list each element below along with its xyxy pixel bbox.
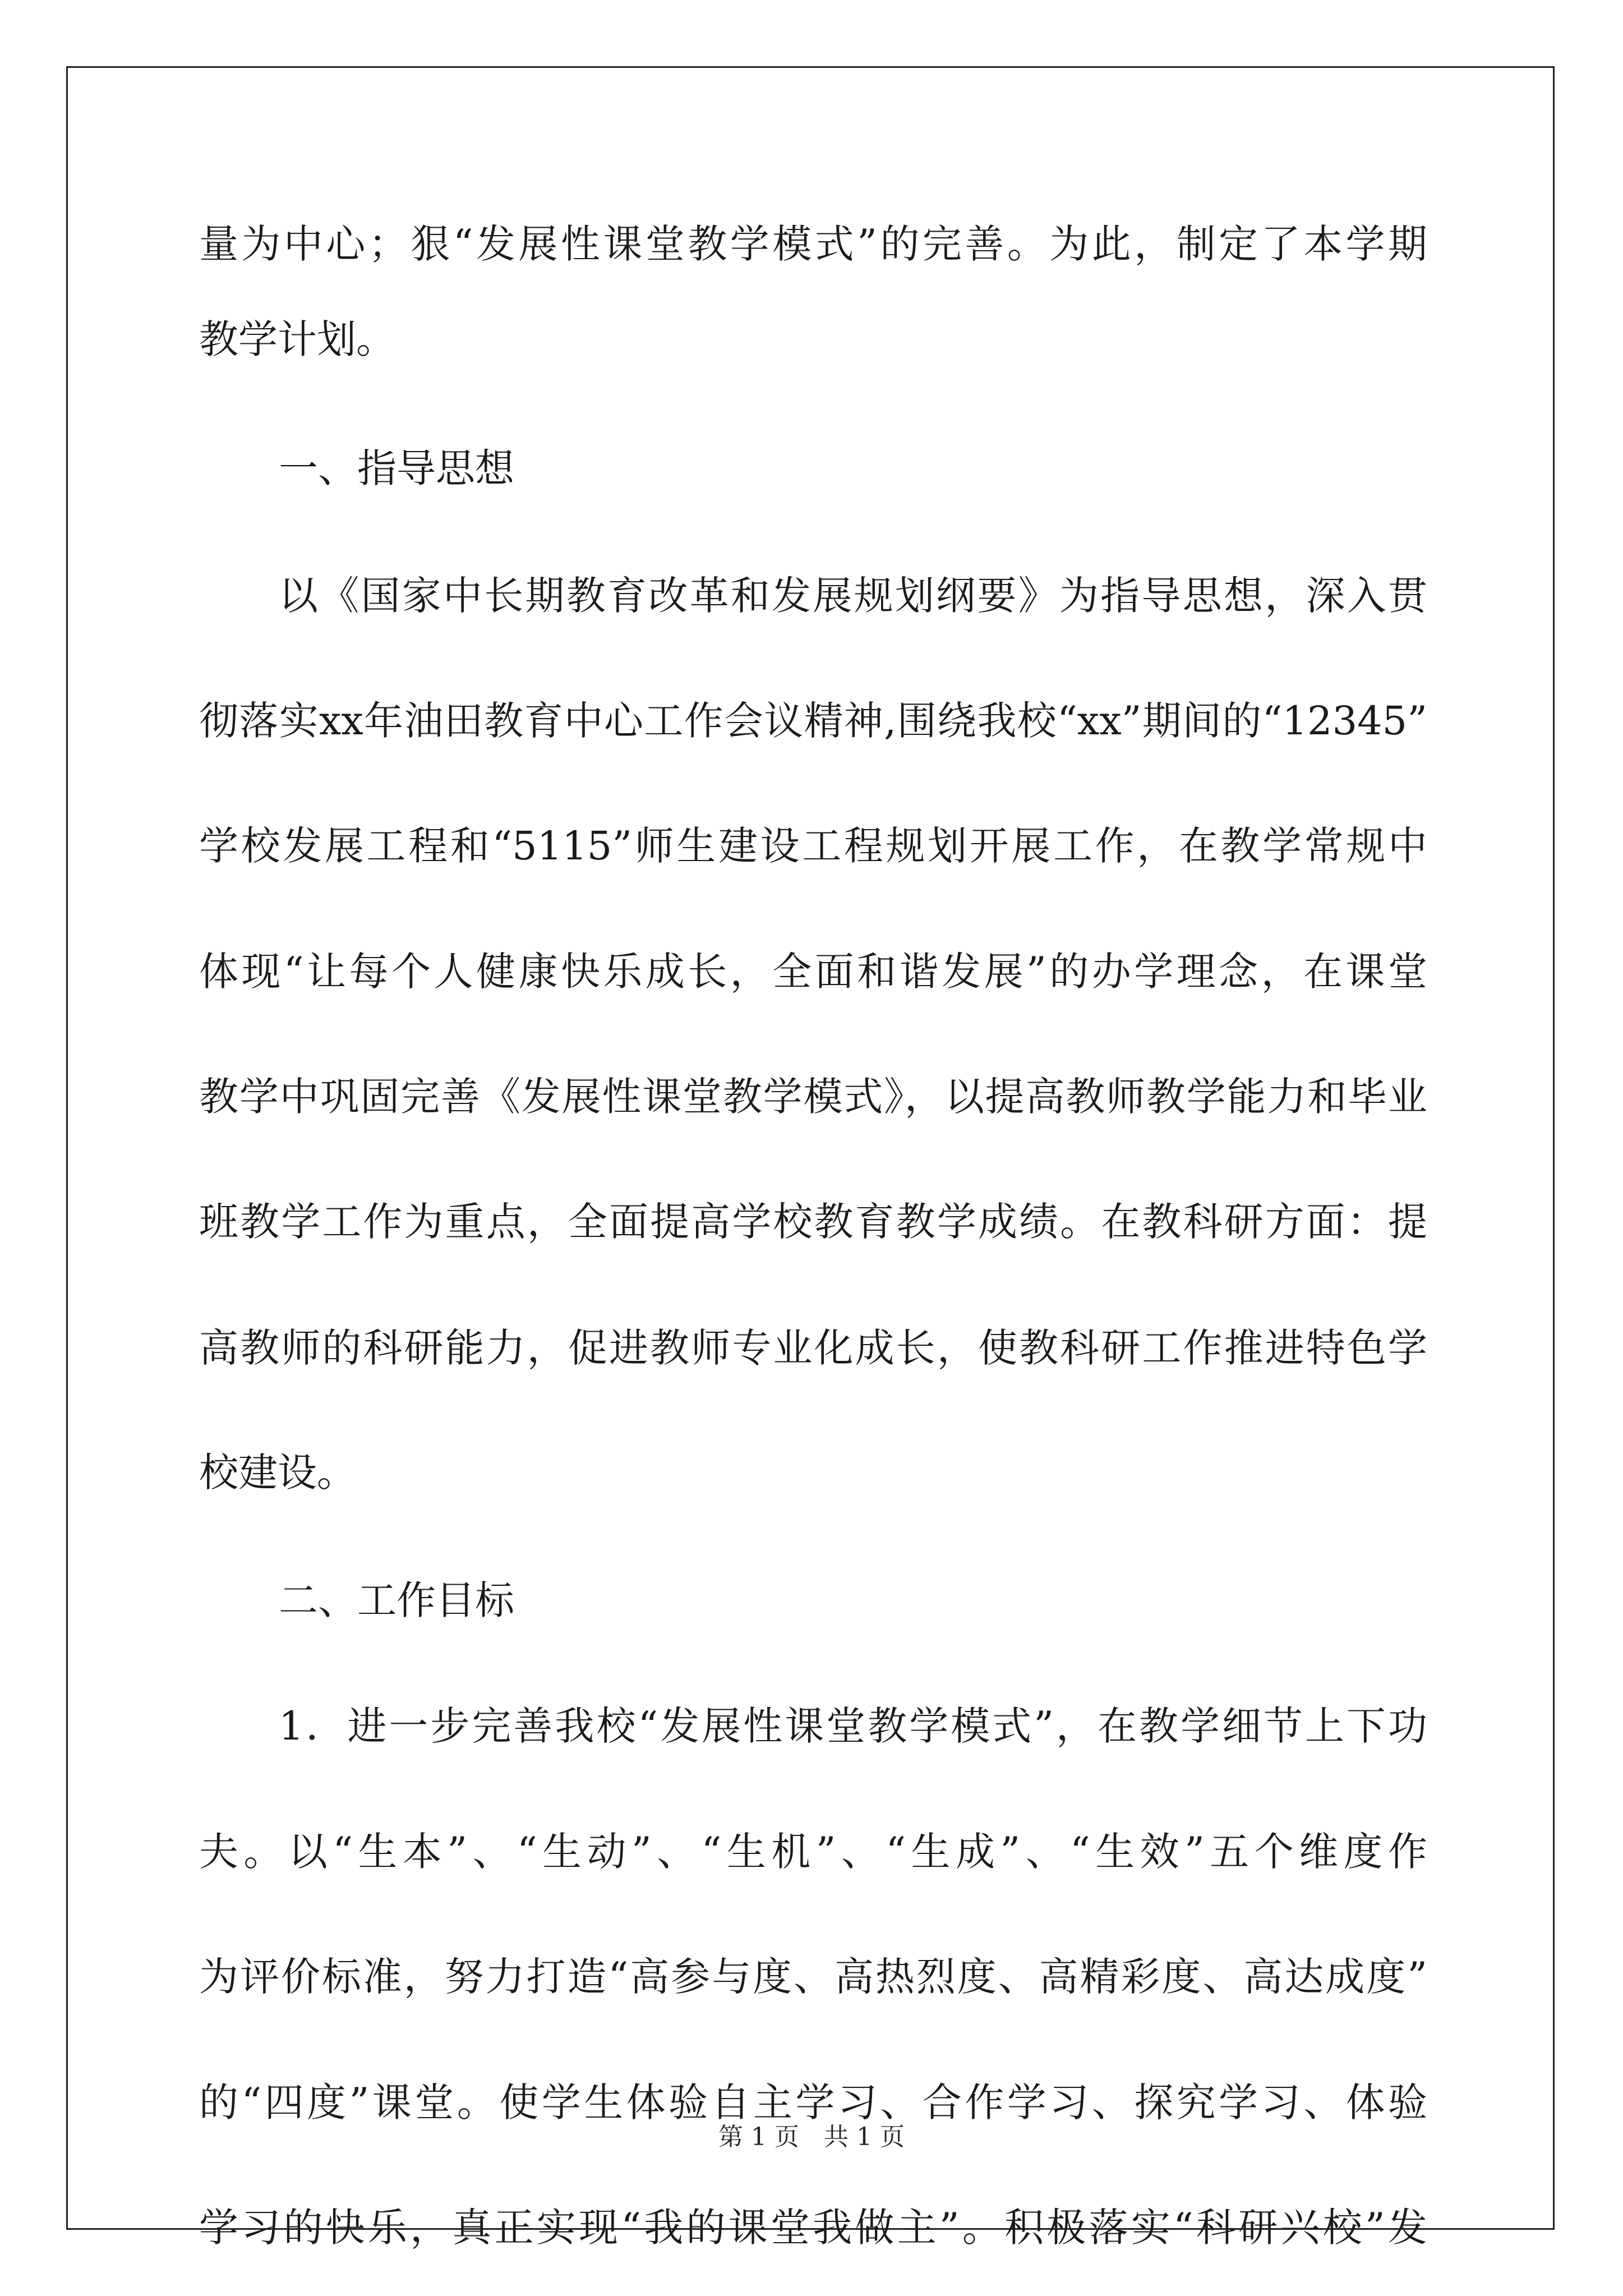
paragraph-line: 以《国家中长期教育改革和发展规划纲要》为指导思想，深入贯 — [279, 573, 1427, 619]
paragraph-line: 校建设。 — [199, 1450, 356, 1496]
paragraph-line: 1．进一步完善我校“发展性课堂教学模式”，在教学细节上下功 — [279, 1703, 1427, 1749]
section-heading: 一、指导思想 — [279, 445, 514, 491]
paragraph-line: 体现“让每个人健康快乐成长，全面和谐发展”的办学理念，在课堂 — [199, 949, 1427, 995]
paragraph-line: 教学中巩固完善《发展性课堂教学模式》，以提高教师教学能力和毕业 — [199, 1074, 1427, 1120]
paragraph-line: 班教学工作为重点，全面提高学校教育教学成绩。在教科研方面：提 — [199, 1199, 1427, 1245]
paragraph-line: 的“四度”课堂。使学生体验自主学习、合作学习、探究学习、体验 — [199, 2079, 1427, 2125]
paragraph-line: 学校发展工程和“5115”师生建设工程规划开展工作，在教学常规中 — [199, 823, 1427, 869]
paragraph-line: 高教师的科研能力，促进教师专业化成长，使教科研工作推进特色学 — [199, 1325, 1427, 1371]
paragraph-line: 量为中心；狠“发展性课堂教学模式”的完善。为此，制定了本学期 — [199, 221, 1427, 267]
paragraph-line: 为评价标准，努力打造“高参与度、高热烈度、高精彩度、高达成度” — [199, 1954, 1427, 2000]
section-heading: 二、工作目标 — [279, 1577, 514, 1623]
page-border — [66, 66, 1555, 2230]
paragraph-line: 教学计划。 — [199, 316, 395, 362]
paragraph-line: 彻落实xx年油田教育中心工作会议精神,围绕我校“xx”期间的“12345” — [199, 698, 1427, 744]
paragraph-line: 夫。以“生本”、“生动”、“生机”、“生成”、“生效”五个维度作 — [199, 1829, 1427, 1875]
page-footer: 第 1 页 共 1 页 — [718, 2123, 905, 2151]
paragraph-line: 学习的快乐，真正实现“我的课堂我做主”。积极落实“科研兴校”发 — [199, 2205, 1427, 2251]
